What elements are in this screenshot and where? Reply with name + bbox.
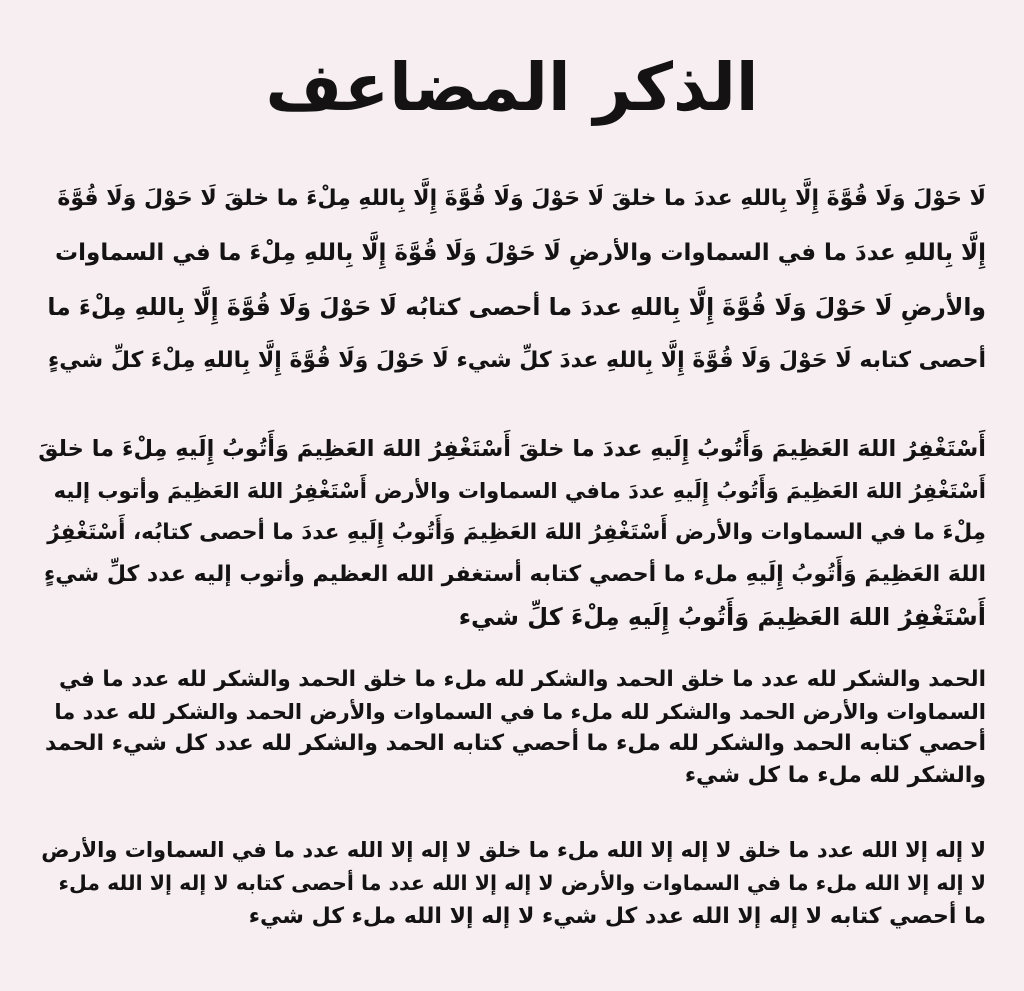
section-hawqala [38, 172, 986, 388]
text-line: الحمد والشكر لله عدد ما خلق الحمد والشكر لله ملء ما خلق الحمد والشكر لله عدد ما في [59, 667, 986, 692]
text-line: أَسْتَغْفِرُ اللهَ العَظِيمَ وَأَتُوبُ إِلَيهِ مِلْءَ كلِّ شيء [458, 603, 986, 631]
text-line: أحصي كتابه الحمد والشكر لله ملء ما أحصي كتابه الحمد والشكر لله عدد كل شيء الحمد [44, 731, 986, 756]
text-line: ما أحصي كتابه لا إله إلا الله عدد كل شيء لا إله إلا الله ملء كل شيء [248, 904, 986, 929]
section-hamd [38, 664, 986, 792]
section-istighfar [38, 428, 986, 638]
text-line: اللهَ العَظِيمَ وَأَتُوبُ إِلَيهِ ملء ما أحصي كتابه أستغفر الله العظيم وأتوب إليه عدد كلِّ شيءٍ [44, 562, 986, 587]
text-line: والأرضِ لَا حَوْلَ وَلَا قُوَّةَ إِلَّا بِاللهِ عددَ ما أحصى كتابُه لَا حَوْلَ وَلَا قُوَّةَ إِلَّا بِاللهِ مِلْءَ ما [47, 293, 986, 321]
text-line: أحصى كتابه لَا حَوْلَ وَلَا قُوَّةَ إِلَّا بِاللهِ عددَ كلِّ شيء لَا حَوْلَ وَلَا قُوَّةَ إِلَّا بِاللهِ مِلْءَ كلِّ شيءٍ [48, 348, 986, 373]
text-line: مِلْءَ ما في السماوات والأرض أَسْتَغْفِرُ اللهَ العَظِيمَ وَأَتُوبُ إِلَيهِ عددَ ما أحصى كتابُه، أَسْتَغْفِرُ [47, 520, 986, 545]
text-line: والشكر لله ملء ما كل شيء [684, 763, 986, 788]
text-line: لَا حَوْلَ وَلَا قُوَّةَ إِلَّا بِاللهِ عددَ ما خلقَ لَا حَوْلَ وَلَا قُوَّةَ إِلَّا بِاللهِ مِلْءَ ما خلقَ لَا حَوْلَ وَلَا قُوَّةَ [57, 186, 986, 211]
text-line: إِلَّا بِاللهِ عددَ ما في السماوات والأرضِ لَا حَوْلَ وَلَا قُوَّةَ إِلَّا بِاللهِ مِلْءَ ما في السماوات [55, 240, 986, 266]
text-line: أَسْتَغْفِرُ اللهَ العَظِيمَ وَأَتُوبُ إِلَيهِ عددَ مافي السماوات والأرض أَسْتَغْفِرُ اللهَ العَظِيمَ وأتوب إليه [53, 479, 986, 503]
section-tahlil [38, 834, 986, 933]
text-line: السماوات والأرض الحمد والشكر لله ملء ما في السماوات والأرض الحمد والشكر لله عدد ما [54, 700, 986, 724]
text-line: لا إله إلا الله ملء ما في السماوات والأرض لا إله إلا الله عدد ما أحصى كتابه لا إله إلا الله ملء [58, 871, 986, 895]
text-line: أَسْتَغْفِرُ اللهَ العَظِيمَ وَأَتُوبُ إِلَيهِ عددَ ما خلقَ أَسْتَغْفِرُ اللهَ العَظِيمَ وَأَتُوبُ إِلَيهِ مِلْءَ ما خلقَ [38, 436, 986, 462]
text-line: لا إله إلا الله عدد ما خلق لا إله إلا الله ملء ما خلق لا إله إلا الله عدد ما في السماوات والأرض [41, 838, 986, 862]
page-title: الذكر المضاعف [265, 49, 759, 126]
